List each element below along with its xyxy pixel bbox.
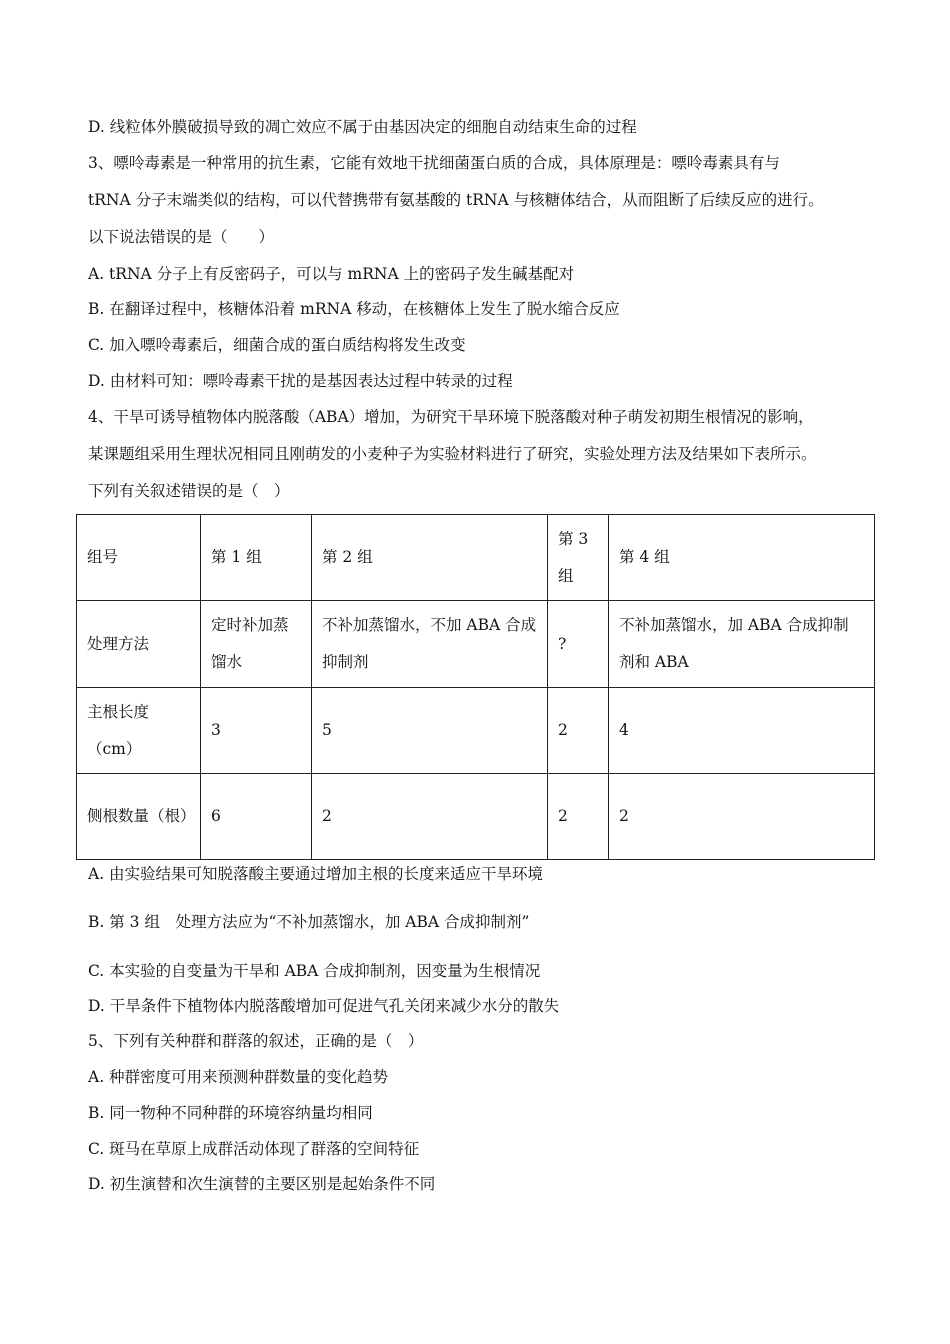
table-cell: 6 <box>201 774 312 860</box>
table-cell: 处理方法 <box>77 601 201 688</box>
table-cell: 侧根数量（根） <box>77 774 201 860</box>
q4-option-d: D. 干旱条件下植物体内脱落酸增加可促进气孔关闭来减少水分的散失 <box>88 997 560 1015</box>
q5-option-a: A. 种群密度可用来预测种群数量的变化趋势 <box>88 1068 389 1086</box>
table-header-cell: 第 2 组 <box>312 515 548 601</box>
table-header-row <box>77 515 875 601</box>
table-row <box>77 688 875 774</box>
table-cell: 2 <box>548 774 609 860</box>
table-cell: 不补加蒸馏水，不加 ABA 合成抑制剂 <box>312 601 548 688</box>
table-cell: 2 <box>609 774 875 860</box>
q4-option-c: C. 本实验的自变量为干旱和 ABA 合成抑制剂，因变量为生根情况 <box>88 962 541 980</box>
q3-stem-line-3: 以下说法错误的是（ ） <box>88 228 275 246</box>
q4-stem-line-2: 某课题组采用生理状况相同且刚萌发的小麦种子为实验材料进行了研究，实验处理方法及结果如下表所示。 <box>88 445 817 463</box>
table-cell: 定时补加蒸馏水 <box>201 601 312 688</box>
table-cell: 主根长度（cm） <box>77 688 201 774</box>
q4-option-a: A. 由实验结果可知脱落酸主要通过增加主根的长度来适应干旱环境 <box>88 865 544 883</box>
q3-stem-line-1: 3、嘌呤毒素是一种常用的抗生素，它能有效地干扰细菌蛋白质的合成，具体原理是：嘌呤毒素具有与 <box>88 154 780 172</box>
table-cell: 4 <box>609 688 875 774</box>
q2-option-d: D. 线粒体外膜破损导致的凋亡效应不属于由基因决定的细胞自动结束生命的过程 <box>88 118 637 136</box>
table-cell: 不补加蒸馏水，加 ABA 合成抑制剂和 ABA <box>609 601 875 688</box>
q5-stem: 5、下列有关种群和群落的叙述，正确的是（ ） <box>88 1032 424 1050</box>
table-header-cell: 第 3 组 <box>548 515 609 601</box>
table-header-cell: 第 1 组 <box>201 515 312 601</box>
q3-option-c: C. 加入嘌呤毒素后，细菌合成的蛋白质结构将发生改变 <box>88 336 466 354</box>
table-header-cell: 第 4 组 <box>609 515 875 601</box>
table-header-cell: 组号 <box>77 515 201 601</box>
q4-stem-line-1: 4、干旱可诱导植物体内脱落酸（ABA）增加，为研究干旱环境下脱落酸对种子萌发初期生根情况的影响， <box>88 408 814 426</box>
table-cell: 2 <box>548 688 609 774</box>
q3-option-a: A. tRNA 分子上有反密码子，可以与 mRNA 上的密码子发生碱基配对 <box>88 265 575 283</box>
q5-option-b: B. 同一物种不同种群的环境容纳量均相同 <box>88 1104 373 1122</box>
q4-stem-line-3: 下列有关叙述错误的是（ ） <box>88 482 290 500</box>
q3-stem-line-2: tRNA 分子末端类似的结构，可以代替携带有氨基酸的 tRNA 与核糖体结合，从而阻断了后续反应的进行。 <box>88 191 824 209</box>
table-cell: 3 <box>201 688 312 774</box>
q4-option-b: B. 第 3 组 处理方法应为“不补加蒸馏水，加 ABA 合成抑制剂” <box>88 913 530 931</box>
table-cell: 2 <box>312 774 548 860</box>
table-row <box>77 774 875 860</box>
q3-option-d: D. 由材料可知：嘌呤毒素干扰的是基因表达过程中转录的过程 <box>88 372 513 390</box>
experiment-table <box>76 514 875 860</box>
table-cell: ? <box>548 601 609 688</box>
q5-option-d: D. 初生演替和次生演替的主要区别是起始条件不同 <box>88 1175 436 1193</box>
table-row <box>77 601 875 688</box>
q3-option-b: B. 在翻译过程中，核糖体沿着 mRNA 移动，在核糖体上发生了脱水缩合反应 <box>88 300 620 318</box>
q5-option-c: C. 斑马在草原上成群活动体现了群落的空间特征 <box>88 1140 420 1158</box>
table-cell: 5 <box>312 688 548 774</box>
